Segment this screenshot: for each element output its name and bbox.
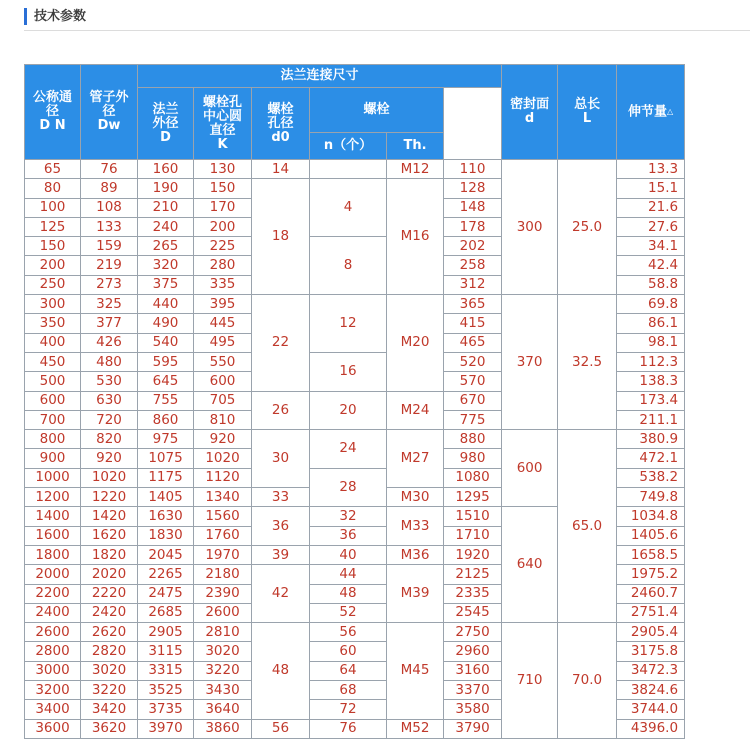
header-length-l: 总长 L [558, 65, 617, 160]
cell-stroke: 65.0 [558, 430, 617, 623]
cell-bolt-circle-k: 1560 [194, 507, 252, 526]
cell-seal-d: 3580 [444, 700, 502, 719]
cell-bolt-circle-k: 3860 [194, 719, 252, 738]
cell-thread: M45 [387, 623, 444, 719]
cell-dn: 80 [25, 179, 81, 198]
cell-bolt-circle-k: 2180 [194, 565, 252, 584]
cell-dn: 800 [25, 430, 81, 449]
cell-seal-d: 465 [444, 333, 502, 352]
cell-bolt-circle-k: 1970 [194, 545, 252, 564]
cell-bolt-count: 64 [310, 661, 387, 680]
cell-bolt-count [310, 160, 387, 179]
cell-bolt-hole-d0: 14 [252, 160, 310, 179]
cell-flange-d: 265 [138, 237, 194, 256]
cell-flange-d: 3315 [138, 661, 194, 680]
cell-bolt-hole-d0: 56 [252, 719, 310, 738]
cell-bolt-circle-k: 3020 [194, 642, 252, 661]
cell-mass: 27.6 [617, 217, 685, 236]
spec-table [24, 64, 685, 739]
cell-mass: 3744.0 [617, 700, 685, 719]
triangle-mark-icon: △ [667, 106, 674, 116]
section-header [24, 6, 750, 31]
table-row [25, 160, 685, 179]
cell-dw: 820 [81, 430, 138, 449]
cell-mass: 13.3 [617, 160, 685, 179]
cell-bolt-count: 76 [310, 719, 387, 738]
cell-length-l: 600 [502, 430, 558, 507]
cell-dw: 720 [81, 410, 138, 429]
cell-seal-d: 415 [444, 314, 502, 333]
header-bolt-hole-d0: 螺栓 孔径 d0 [252, 88, 310, 160]
cell-thread: M16 [387, 179, 444, 295]
cell-mass: 15.1 [617, 179, 685, 198]
cell-dn: 1600 [25, 526, 81, 545]
cell-mass: 3472.3 [617, 661, 685, 680]
cell-dn: 700 [25, 410, 81, 429]
cell-flange-d: 1175 [138, 468, 194, 487]
cell-seal-d: 1080 [444, 468, 502, 487]
cell-mass: 1034.8 [617, 507, 685, 526]
cell-bolt-circle-k: 2810 [194, 623, 252, 642]
cell-flange-d: 490 [138, 314, 194, 333]
cell-dw: 3620 [81, 719, 138, 738]
cell-dn: 2400 [25, 603, 81, 622]
cell-flange-d: 3115 [138, 642, 194, 661]
cell-mass: 58.8 [617, 275, 685, 294]
cell-bolt-count: 16 [310, 352, 387, 391]
cell-dw: 1820 [81, 545, 138, 564]
cell-bolt-count: 40 [310, 545, 387, 564]
cell-dn: 65 [25, 160, 81, 179]
cell-flange-d: 320 [138, 256, 194, 275]
cell-bolt-circle-k: 1120 [194, 468, 252, 487]
cell-dw: 3220 [81, 681, 138, 700]
cell-bolt-count: 20 [310, 391, 387, 430]
cell-seal-d: 202 [444, 237, 502, 256]
cell-bolt-count: 52 [310, 603, 387, 622]
header-seal-d: 密封面 d [502, 65, 558, 160]
cell-dw: 2020 [81, 565, 138, 584]
cell-bolt-count: 8 [310, 237, 387, 295]
cell-thread: M39 [387, 565, 444, 623]
cell-bolt-count: 24 [310, 430, 387, 469]
cell-dw: 89 [81, 179, 138, 198]
header-bolt-circle-k: 螺栓孔 中心圆 直径 K [194, 88, 252, 160]
cell-dn: 200 [25, 256, 81, 275]
cell-flange-d: 2045 [138, 545, 194, 564]
cell-mass: 380.9 [617, 430, 685, 449]
cell-dn: 150 [25, 237, 81, 256]
cell-bolt-circle-k: 200 [194, 217, 252, 236]
cell-mass: 1658.5 [617, 545, 685, 564]
cell-length-l: 640 [502, 507, 558, 623]
cell-mass: 112.3 [617, 352, 685, 371]
cell-dw: 2820 [81, 642, 138, 661]
cell-bolt-circle-k: 280 [194, 256, 252, 275]
cell-thread: M52 [387, 719, 444, 738]
cell-bolt-circle-k: 3430 [194, 681, 252, 700]
cell-seal-d: 1920 [444, 545, 502, 564]
cell-bolt-count: 72 [310, 700, 387, 719]
cell-bolt-count: 44 [310, 565, 387, 584]
cell-flange-d: 755 [138, 391, 194, 410]
cell-mass: 211.1 [617, 410, 685, 429]
cell-bolt-circle-k: 225 [194, 237, 252, 256]
table-row [25, 430, 685, 449]
cell-seal-d: 178 [444, 217, 502, 236]
cell-bolt-count: 28 [310, 468, 387, 507]
cell-bolt-count: 36 [310, 526, 387, 545]
cell-dn: 300 [25, 295, 81, 314]
cell-seal-d: 1710 [444, 526, 502, 545]
cell-bolt-circle-k: 3220 [194, 661, 252, 680]
cell-mass: 472.1 [617, 449, 685, 468]
cell-mass: 98.1 [617, 333, 685, 352]
cell-flange-d: 1630 [138, 507, 194, 526]
cell-dw: 1620 [81, 526, 138, 545]
cell-bolt-count: 4 [310, 179, 387, 237]
cell-seal-d: 365 [444, 295, 502, 314]
table-body [25, 160, 685, 739]
cell-flange-d: 3735 [138, 700, 194, 719]
cell-bolt-count: 68 [310, 681, 387, 700]
cell-dn: 3600 [25, 719, 81, 738]
cell-dw: 2620 [81, 623, 138, 642]
cell-dw: 1220 [81, 488, 138, 507]
cell-bolt-circle-k: 395 [194, 295, 252, 314]
cell-bolt-count: 60 [310, 642, 387, 661]
cell-seal-d: 570 [444, 372, 502, 391]
cell-flange-d: 1830 [138, 526, 194, 545]
cell-seal-d: 880 [444, 430, 502, 449]
cell-bolt-circle-k: 2600 [194, 603, 252, 622]
cell-length-l: 710 [502, 623, 558, 739]
cell-dw: 530 [81, 372, 138, 391]
cell-bolt-circle-k: 920 [194, 430, 252, 449]
cell-flange-d: 860 [138, 410, 194, 429]
header-dw: 管子外 径 Dw [81, 65, 138, 160]
cell-bolt-circle-k: 150 [194, 179, 252, 198]
cell-thread: M36 [387, 545, 444, 564]
cell-bolt-hole-d0: 18 [252, 179, 310, 295]
cell-seal-d: 3370 [444, 681, 502, 700]
cell-mass: 86.1 [617, 314, 685, 333]
cell-bolt-circle-k: 170 [194, 198, 252, 217]
cell-dn: 400 [25, 333, 81, 352]
table-row [25, 295, 685, 314]
cell-mass: 138.3 [617, 372, 685, 391]
cell-bolt-count: 56 [310, 623, 387, 642]
cell-dn: 3400 [25, 700, 81, 719]
cell-bolt-hole-d0: 39 [252, 545, 310, 564]
header-thread: Th. [387, 133, 444, 160]
cell-dn: 900 [25, 449, 81, 468]
cell-dw: 3420 [81, 700, 138, 719]
header-stroke: 伸节量△ [617, 65, 685, 160]
section-title: 技术参数 [34, 9, 87, 24]
cell-flange-d: 160 [138, 160, 194, 179]
cell-mass: 538.2 [617, 468, 685, 487]
cell-dw: 273 [81, 275, 138, 294]
cell-seal-d: 128 [444, 179, 502, 198]
cell-bolt-circle-k: 600 [194, 372, 252, 391]
cell-flange-d: 2685 [138, 603, 194, 622]
cell-dn: 250 [25, 275, 81, 294]
header-flange-group: 法兰连接尺寸 [138, 65, 502, 88]
cell-flange-d: 240 [138, 217, 194, 236]
header-dn: 公称通 径 D N [25, 65, 81, 160]
cell-dn: 2200 [25, 584, 81, 603]
cell-dn: 350 [25, 314, 81, 333]
cell-dw: 3020 [81, 661, 138, 680]
cell-dn: 2600 [25, 623, 81, 642]
header-flange-d: 法兰 外径 D [138, 88, 194, 160]
cell-dn: 600 [25, 391, 81, 410]
cell-stroke: 25.0 [558, 160, 617, 295]
cell-flange-d: 975 [138, 430, 194, 449]
cell-bolt-hole-d0: 48 [252, 623, 310, 719]
cell-mass: 34.1 [617, 237, 685, 256]
cell-dn: 500 [25, 372, 81, 391]
cell-bolt-count: 48 [310, 584, 387, 603]
cell-bolt-hole-d0: 30 [252, 430, 310, 488]
cell-bolt-count: 12 [310, 295, 387, 353]
cell-bolt-circle-k: 1340 [194, 488, 252, 507]
cell-dw: 76 [81, 160, 138, 179]
cell-bolt-hole-d0: 33 [252, 488, 310, 507]
cell-flange-d: 210 [138, 198, 194, 217]
cell-flange-d: 375 [138, 275, 194, 294]
cell-bolt-circle-k: 3640 [194, 700, 252, 719]
cell-flange-d: 1075 [138, 449, 194, 468]
cell-dw: 325 [81, 295, 138, 314]
cell-flange-d: 3525 [138, 681, 194, 700]
cell-dw: 133 [81, 217, 138, 236]
cell-bolt-circle-k: 130 [194, 160, 252, 179]
cell-mass: 173.4 [617, 391, 685, 410]
header-bolt-count: n（个） [310, 133, 387, 160]
cell-stroke: 70.0 [558, 623, 617, 739]
cell-mass: 2460.7 [617, 584, 685, 603]
cell-flange-d: 645 [138, 372, 194, 391]
cell-seal-d: 775 [444, 410, 502, 429]
cell-dw: 426 [81, 333, 138, 352]
cell-thread: M33 [387, 507, 444, 546]
cell-bolt-circle-k: 550 [194, 352, 252, 371]
cell-mass: 1975.2 [617, 565, 685, 584]
cell-dn: 2000 [25, 565, 81, 584]
cell-seal-d: 312 [444, 275, 502, 294]
cell-flange-d: 2905 [138, 623, 194, 642]
header-bolt-group: 螺栓 [310, 88, 444, 133]
cell-dw: 159 [81, 237, 138, 256]
cell-bolt-circle-k: 2390 [194, 584, 252, 603]
cell-seal-d: 1295 [444, 488, 502, 507]
cell-mass: 69.8 [617, 295, 685, 314]
cell-mass: 749.8 [617, 488, 685, 507]
cell-seal-d: 3790 [444, 719, 502, 738]
cell-flange-d: 1405 [138, 488, 194, 507]
cell-dw: 480 [81, 352, 138, 371]
table-row [25, 623, 685, 642]
cell-dn: 2800 [25, 642, 81, 661]
cell-seal-d: 2960 [444, 642, 502, 661]
cell-flange-d: 2265 [138, 565, 194, 584]
cell-bolt-circle-k: 335 [194, 275, 252, 294]
cell-bolt-circle-k: 1020 [194, 449, 252, 468]
cell-bolt-circle-k: 705 [194, 391, 252, 410]
cell-mass: 3824.6 [617, 681, 685, 700]
cell-seal-d: 670 [444, 391, 502, 410]
cell-flange-d: 190 [138, 179, 194, 198]
cell-thread: M20 [387, 295, 444, 391]
section-accent-bar [24, 8, 27, 25]
cell-dw: 1420 [81, 507, 138, 526]
cell-mass: 2751.4 [617, 603, 685, 622]
cell-dn: 1400 [25, 507, 81, 526]
cell-seal-d: 3160 [444, 661, 502, 680]
cell-bolt-circle-k: 1760 [194, 526, 252, 545]
cell-dn: 100 [25, 198, 81, 217]
cell-seal-d: 148 [444, 198, 502, 217]
cell-thread: M27 [387, 430, 444, 488]
cell-bolt-hole-d0: 42 [252, 565, 310, 623]
cell-dn: 3000 [25, 661, 81, 680]
cell-thread: M12 [387, 160, 444, 179]
cell-seal-d: 980 [444, 449, 502, 468]
cell-mass: 3175.8 [617, 642, 685, 661]
cell-bolt-hole-d0: 22 [252, 295, 310, 391]
cell-flange-d: 595 [138, 352, 194, 371]
cell-seal-d: 2125 [444, 565, 502, 584]
cell-dw: 1020 [81, 468, 138, 487]
cell-bolt-hole-d0: 26 [252, 391, 310, 430]
cell-dn: 3200 [25, 681, 81, 700]
cell-bolt-circle-k: 810 [194, 410, 252, 429]
cell-dn: 1000 [25, 468, 81, 487]
cell-flange-d: 2475 [138, 584, 194, 603]
cell-dn: 450 [25, 352, 81, 371]
cell-mass: 4396.0 [617, 719, 685, 738]
cell-flange-d: 540 [138, 333, 194, 352]
cell-stroke: 32.5 [558, 295, 617, 430]
cell-seal-d: 1510 [444, 507, 502, 526]
cell-mass: 42.4 [617, 256, 685, 275]
cell-seal-d: 110 [444, 160, 502, 179]
cell-seal-d: 2750 [444, 623, 502, 642]
cell-dw: 108 [81, 198, 138, 217]
cell-dw: 219 [81, 256, 138, 275]
cell-thread: M30 [387, 488, 444, 507]
cell-bolt-hole-d0: 36 [252, 507, 310, 546]
cell-dn: 125 [25, 217, 81, 236]
cell-mass: 1405.6 [617, 526, 685, 545]
cell-mass: 21.6 [617, 198, 685, 217]
cell-length-l: 300 [502, 160, 558, 295]
cell-dw: 920 [81, 449, 138, 468]
cell-dn: 1200 [25, 488, 81, 507]
cell-flange-d: 3970 [138, 719, 194, 738]
cell-bolt-count: 32 [310, 507, 387, 526]
cell-dw: 630 [81, 391, 138, 410]
cell-bolt-circle-k: 445 [194, 314, 252, 333]
cell-dw: 2220 [81, 584, 138, 603]
cell-seal-d: 520 [444, 352, 502, 371]
cell-seal-d: 258 [444, 256, 502, 275]
cell-thread: M24 [387, 391, 444, 430]
cell-dn: 1800 [25, 545, 81, 564]
cell-seal-d: 2335 [444, 584, 502, 603]
cell-bolt-circle-k: 495 [194, 333, 252, 352]
cell-dw: 377 [81, 314, 138, 333]
cell-dw: 2420 [81, 603, 138, 622]
cell-mass: 2905.4 [617, 623, 685, 642]
cell-length-l: 370 [502, 295, 558, 430]
cell-seal-d: 2545 [444, 603, 502, 622]
cell-flange-d: 440 [138, 295, 194, 314]
